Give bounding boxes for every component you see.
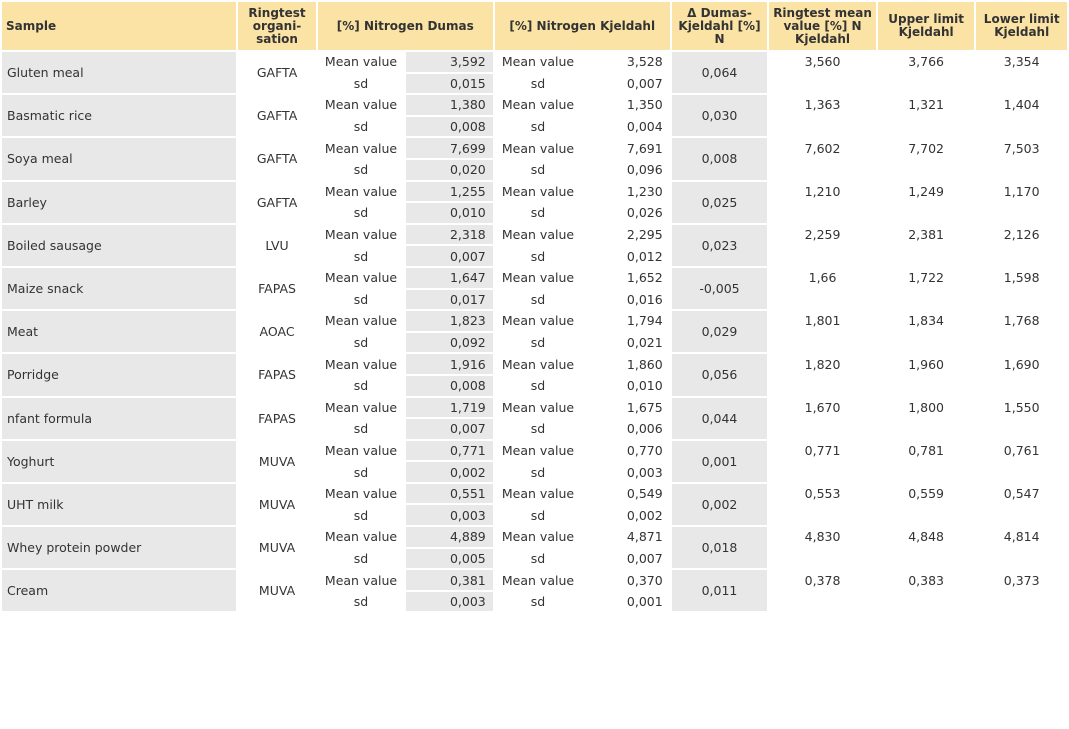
ringtest-org: MUVA xyxy=(238,441,315,482)
upper-limit-value: 1,722 xyxy=(878,268,975,288)
empty-cell xyxy=(878,505,975,525)
ringtest-org: GAFTA xyxy=(238,182,315,223)
kjeldahl-mean-label: Mean value xyxy=(495,95,581,115)
dumas-mean-label: Mean value xyxy=(318,182,404,202)
delta-value: 0,064 xyxy=(672,52,768,93)
kjeldahl-sd-label: sd xyxy=(495,549,581,569)
empty-cell xyxy=(976,74,1067,94)
table-body xyxy=(2,52,1067,611)
kjeldahl-sd-label: sd xyxy=(495,160,581,180)
ringtest-mean-value: 1,210 xyxy=(769,182,876,202)
dumas-mean-value: 0,771 xyxy=(406,441,493,461)
dumas-sd-label: sd xyxy=(318,203,404,223)
dumas-mean-value: 4,889 xyxy=(406,527,493,547)
dumas-sd-label: sd xyxy=(318,419,404,439)
kjeldahl-mean-value: 1,350 xyxy=(583,95,669,115)
sample-name: nfant formula xyxy=(2,398,236,439)
delta-value: 0,030 xyxy=(672,95,768,136)
dumas-mean-value: 1,719 xyxy=(406,398,493,418)
kjeldahl-mean-label: Mean value xyxy=(495,354,581,374)
dumas-mean-value: 3,592 xyxy=(406,52,493,72)
kjeldahl-mean-value: 0,549 xyxy=(583,484,669,504)
kjeldahl-sd-value: 0,007 xyxy=(583,74,669,94)
dumas-mean-label: Mean value xyxy=(318,268,404,288)
empty-cell xyxy=(878,117,975,137)
sample-name: Whey protein powder xyxy=(2,527,236,568)
kjeldahl-mean-value: 1,675 xyxy=(583,398,669,418)
empty-cell xyxy=(769,592,876,612)
dumas-mean-value: 0,381 xyxy=(406,570,493,590)
kjeldahl-sd-value: 0,012 xyxy=(583,246,669,266)
ringtest-mean-value: 0,378 xyxy=(769,570,876,590)
dumas-sd-label: sd xyxy=(318,160,404,180)
header-ringtest-mean: Ringtest mean value [%] N Kjeldahl xyxy=(769,2,876,50)
kjeldahl-sd-label: sd xyxy=(495,203,581,223)
sample-name: UHT milk xyxy=(2,484,236,525)
ringtest-org: LVU xyxy=(238,225,315,266)
table-row xyxy=(2,311,1067,331)
lower-limit-value: 0,373 xyxy=(976,570,1067,590)
delta-value: 0,056 xyxy=(672,354,768,395)
dumas-mean-label: Mean value xyxy=(318,354,404,374)
empty-cell xyxy=(976,376,1067,396)
upper-limit-value: 1,960 xyxy=(878,354,975,374)
dumas-sd-value: 0,002 xyxy=(406,462,493,482)
kjeldahl-sd-value: 0,021 xyxy=(583,333,669,353)
empty-cell xyxy=(769,549,876,569)
kjeldahl-sd-value: 0,007 xyxy=(583,549,669,569)
ringtest-mean-value: 0,553 xyxy=(769,484,876,504)
empty-cell xyxy=(976,203,1067,223)
dumas-sd-label: sd xyxy=(318,333,404,353)
upper-limit-value: 2,381 xyxy=(878,225,975,245)
dumas-mean-label: Mean value xyxy=(318,52,404,72)
ringtest-mean-value: 0,771 xyxy=(769,441,876,461)
empty-cell xyxy=(769,419,876,439)
lower-limit-value: 2,126 xyxy=(976,225,1067,245)
kjeldahl-sd-label: sd xyxy=(495,419,581,439)
dumas-mean-label: Mean value xyxy=(318,527,404,547)
upper-limit-value: 1,321 xyxy=(878,95,975,115)
kjeldahl-mean-value: 1,652 xyxy=(583,268,669,288)
kjeldahl-sd-value: 0,001 xyxy=(583,592,669,612)
dumas-sd-label: sd xyxy=(318,74,404,94)
kjeldahl-mean-label: Mean value xyxy=(495,484,581,504)
kjeldahl-mean-value: 2,295 xyxy=(583,225,669,245)
kjeldahl-mean-value: 7,691 xyxy=(583,138,669,158)
dumas-sd-label: sd xyxy=(318,462,404,482)
lower-limit-value: 3,354 xyxy=(976,52,1067,72)
dumas-mean-value: 1,823 xyxy=(406,311,493,331)
header-upper-limit: Upper limit Kjeldahl xyxy=(878,2,975,50)
upper-limit-value: 1,800 xyxy=(878,398,975,418)
ringtest-mean-value: 7,602 xyxy=(769,138,876,158)
kjeldahl-sd-value: 0,010 xyxy=(583,376,669,396)
ringtest-org: AOAC xyxy=(238,311,315,352)
dumas-sd-value: 0,007 xyxy=(406,419,493,439)
dumas-mean-value: 7,699 xyxy=(406,138,493,158)
kjeldahl-mean-label: Mean value xyxy=(495,182,581,202)
empty-cell xyxy=(976,592,1067,612)
kjeldahl-sd-label: sd xyxy=(495,74,581,94)
empty-cell xyxy=(976,419,1067,439)
sample-name: Boiled sausage xyxy=(2,225,236,266)
empty-cell xyxy=(976,160,1067,180)
kjeldahl-mean-label: Mean value xyxy=(495,52,581,72)
table-row xyxy=(2,52,1067,72)
kjeldahl-sd-label: sd xyxy=(495,290,581,310)
table-row xyxy=(2,268,1067,288)
kjeldahl-mean-value: 1,230 xyxy=(583,182,669,202)
kjeldahl-mean-value: 3,528 xyxy=(583,52,669,72)
dumas-sd-label: sd xyxy=(318,117,404,137)
empty-cell xyxy=(878,419,975,439)
kjeldahl-mean-label: Mean value xyxy=(495,311,581,331)
sample-name: Barley xyxy=(2,182,236,223)
header-dumas: [%] Nitrogen Dumas xyxy=(318,2,493,50)
header-lower-limit: Lower limit Kjeldahl xyxy=(976,2,1067,50)
dumas-mean-label: Mean value xyxy=(318,311,404,331)
dumas-sd-value: 0,003 xyxy=(406,505,493,525)
kjeldahl-mean-value: 0,770 xyxy=(583,441,669,461)
empty-cell xyxy=(769,462,876,482)
dumas-sd-label: sd xyxy=(318,246,404,266)
upper-limit-value: 0,383 xyxy=(878,570,975,590)
table-row xyxy=(2,398,1067,418)
ringtest-mean-value: 1,363 xyxy=(769,95,876,115)
empty-cell xyxy=(878,203,975,223)
table-row xyxy=(2,484,1067,504)
header-kjeldahl: [%] Nitrogen Kjeldahl xyxy=(495,2,670,50)
dumas-mean-value: 1,380 xyxy=(406,95,493,115)
lower-limit-value: 4,814 xyxy=(976,527,1067,547)
lower-limit-value: 1,404 xyxy=(976,95,1067,115)
dumas-sd-label: sd xyxy=(318,592,404,612)
empty-cell xyxy=(878,333,975,353)
empty-cell xyxy=(769,246,876,266)
lower-limit-value: 1,170 xyxy=(976,182,1067,202)
empty-cell xyxy=(878,74,975,94)
kjeldahl-mean-label: Mean value xyxy=(495,225,581,245)
ringtest-mean-value: 1,801 xyxy=(769,311,876,331)
header-sample: Sample xyxy=(2,2,236,50)
kjeldahl-sd-value: 0,002 xyxy=(583,505,669,525)
dumas-mean-label: Mean value xyxy=(318,441,404,461)
upper-limit-value: 1,834 xyxy=(878,311,975,331)
ringtest-mean-value: 2,259 xyxy=(769,225,876,245)
dumas-sd-value: 0,008 xyxy=(406,117,493,137)
lower-limit-value: 1,598 xyxy=(976,268,1067,288)
empty-cell xyxy=(976,290,1067,310)
empty-cell xyxy=(769,376,876,396)
empty-cell xyxy=(769,203,876,223)
dumas-mean-label: Mean value xyxy=(318,138,404,158)
header-org: Ringtest organi-sation xyxy=(238,2,315,50)
empty-cell xyxy=(878,290,975,310)
ringtest-org: GAFTA xyxy=(238,52,315,93)
empty-cell xyxy=(878,160,975,180)
dumas-mean-value: 2,318 xyxy=(406,225,493,245)
sample-name: Maize snack xyxy=(2,268,236,309)
header-row xyxy=(2,2,1067,50)
empty-cell xyxy=(769,290,876,310)
table-row xyxy=(2,354,1067,374)
delta-value: 0,001 xyxy=(672,441,768,482)
kjeldahl-mean-label: Mean value xyxy=(495,570,581,590)
upper-limit-value: 4,848 xyxy=(878,527,975,547)
sample-name: Gluten meal xyxy=(2,52,236,93)
ringtest-mean-value: 1,670 xyxy=(769,398,876,418)
delta-value: 0,018 xyxy=(672,527,768,568)
table-row xyxy=(2,182,1067,202)
header-delta: Δ Dumas-Kjeldahl [%] N xyxy=(672,2,768,50)
kjeldahl-mean-label: Mean value xyxy=(495,527,581,547)
dumas-sd-value: 0,017 xyxy=(406,290,493,310)
delta-value: 0,011 xyxy=(672,570,768,611)
lower-limit-value: 7,503 xyxy=(976,138,1067,158)
sample-name: Cream xyxy=(2,570,236,611)
empty-cell xyxy=(769,74,876,94)
kjeldahl-sd-value: 0,004 xyxy=(583,117,669,137)
ringtest-mean-value: 3,560 xyxy=(769,52,876,72)
sample-name: Yoghurt xyxy=(2,441,236,482)
ringtest-org: GAFTA xyxy=(238,95,315,136)
ringtest-org: MUVA xyxy=(238,527,315,568)
upper-limit-value: 7,702 xyxy=(878,138,975,158)
empty-cell xyxy=(976,505,1067,525)
delta-value: 0,002 xyxy=(672,484,768,525)
ringtest-mean-value: 1,66 xyxy=(769,268,876,288)
upper-limit-value: 0,781 xyxy=(878,441,975,461)
kjeldahl-mean-value: 0,370 xyxy=(583,570,669,590)
delta-value: 0,029 xyxy=(672,311,768,352)
kjeldahl-sd-value: 0,016 xyxy=(583,290,669,310)
kjeldahl-mean-label: Mean value xyxy=(495,398,581,418)
table-row xyxy=(2,527,1067,547)
dumas-sd-label: sd xyxy=(318,505,404,525)
kjeldahl-sd-label: sd xyxy=(495,505,581,525)
dumas-sd-value: 0,008 xyxy=(406,376,493,396)
table-row xyxy=(2,138,1067,158)
dumas-sd-value: 0,005 xyxy=(406,549,493,569)
table-row xyxy=(2,441,1067,461)
ringtest-mean-value: 1,820 xyxy=(769,354,876,374)
empty-cell xyxy=(976,462,1067,482)
kjeldahl-sd-value: 0,026 xyxy=(583,203,669,223)
kjeldahl-sd-label: sd xyxy=(495,592,581,612)
sample-name: Soya meal xyxy=(2,138,236,179)
ringtest-org: MUVA xyxy=(238,570,315,611)
empty-cell xyxy=(769,117,876,137)
empty-cell xyxy=(769,505,876,525)
kjeldahl-sd-label: sd xyxy=(495,333,581,353)
kjeldahl-sd-label: sd xyxy=(495,462,581,482)
kjeldahl-mean-label: Mean value xyxy=(495,138,581,158)
dumas-mean-value: 1,916 xyxy=(406,354,493,374)
dumas-mean-value: 0,551 xyxy=(406,484,493,504)
kjeldahl-mean-label: Mean value xyxy=(495,268,581,288)
empty-cell xyxy=(976,549,1067,569)
delta-value: -0,005 xyxy=(672,268,768,309)
delta-value: 0,023 xyxy=(672,225,768,266)
kjeldahl-mean-label: Mean value xyxy=(495,441,581,461)
upper-limit-value: 0,559 xyxy=(878,484,975,504)
kjeldahl-mean-value: 1,860 xyxy=(583,354,669,374)
kjeldahl-sd-value: 0,003 xyxy=(583,462,669,482)
dumas-sd-label: sd xyxy=(318,549,404,569)
kjeldahl-sd-value: 0,006 xyxy=(583,419,669,439)
kjeldahl-sd-label: sd xyxy=(495,376,581,396)
dumas-mean-value: 1,647 xyxy=(406,268,493,288)
delta-value: 0,008 xyxy=(672,138,768,179)
empty-cell xyxy=(878,246,975,266)
table-row xyxy=(2,95,1067,115)
dumas-mean-label: Mean value xyxy=(318,570,404,590)
kjeldahl-sd-label: sd xyxy=(495,117,581,137)
empty-cell xyxy=(878,376,975,396)
ringtest-org: FAPAS xyxy=(238,354,315,395)
kjeldahl-mean-value: 4,871 xyxy=(583,527,669,547)
empty-cell xyxy=(878,549,975,569)
dumas-mean-value: 1,255 xyxy=(406,182,493,202)
delta-value: 0,044 xyxy=(672,398,768,439)
dumas-sd-value: 0,015 xyxy=(406,74,493,94)
empty-cell xyxy=(976,246,1067,266)
sample-name: Meat xyxy=(2,311,236,352)
lower-limit-value: 1,690 xyxy=(976,354,1067,374)
sample-name: Basmatic rice xyxy=(2,95,236,136)
table-row xyxy=(2,570,1067,590)
kjeldahl-sd-value: 0,096 xyxy=(583,160,669,180)
empty-cell xyxy=(769,333,876,353)
table-row xyxy=(2,225,1067,245)
dumas-mean-label: Mean value xyxy=(318,225,404,245)
dumas-sd-value: 0,003 xyxy=(406,592,493,612)
sample-name: Porridge xyxy=(2,354,236,395)
lower-limit-value: 1,768 xyxy=(976,311,1067,331)
ringtest-org: FAPAS xyxy=(238,398,315,439)
empty-cell xyxy=(878,462,975,482)
dumas-sd-value: 0,010 xyxy=(406,203,493,223)
empty-cell xyxy=(976,117,1067,137)
kjeldahl-mean-value: 1,794 xyxy=(583,311,669,331)
ringtest-org: GAFTA xyxy=(238,138,315,179)
dumas-sd-label: sd xyxy=(318,376,404,396)
kjeldahl-sd-label: sd xyxy=(495,246,581,266)
ringtest-org: FAPAS xyxy=(238,268,315,309)
empty-cell xyxy=(769,160,876,180)
dumas-sd-value: 0,007 xyxy=(406,246,493,266)
dumas-mean-label: Mean value xyxy=(318,95,404,115)
empty-cell xyxy=(976,333,1067,353)
dumas-sd-value: 0,020 xyxy=(406,160,493,180)
delta-value: 0,025 xyxy=(672,182,768,223)
dumas-mean-label: Mean value xyxy=(318,398,404,418)
upper-limit-value: 3,766 xyxy=(878,52,975,72)
lower-limit-value: 0,761 xyxy=(976,441,1067,461)
ringtest-mean-value: 4,830 xyxy=(769,527,876,547)
dumas-sd-label: sd xyxy=(318,290,404,310)
dumas-mean-label: Mean value xyxy=(318,484,404,504)
dumas-sd-value: 0,092 xyxy=(406,333,493,353)
ringtest-org: MUVA xyxy=(238,484,315,525)
empty-cell xyxy=(878,592,975,612)
lower-limit-value: 0,547 xyxy=(976,484,1067,504)
upper-limit-value: 1,249 xyxy=(878,182,975,202)
lower-limit-value: 1,550 xyxy=(976,398,1067,418)
